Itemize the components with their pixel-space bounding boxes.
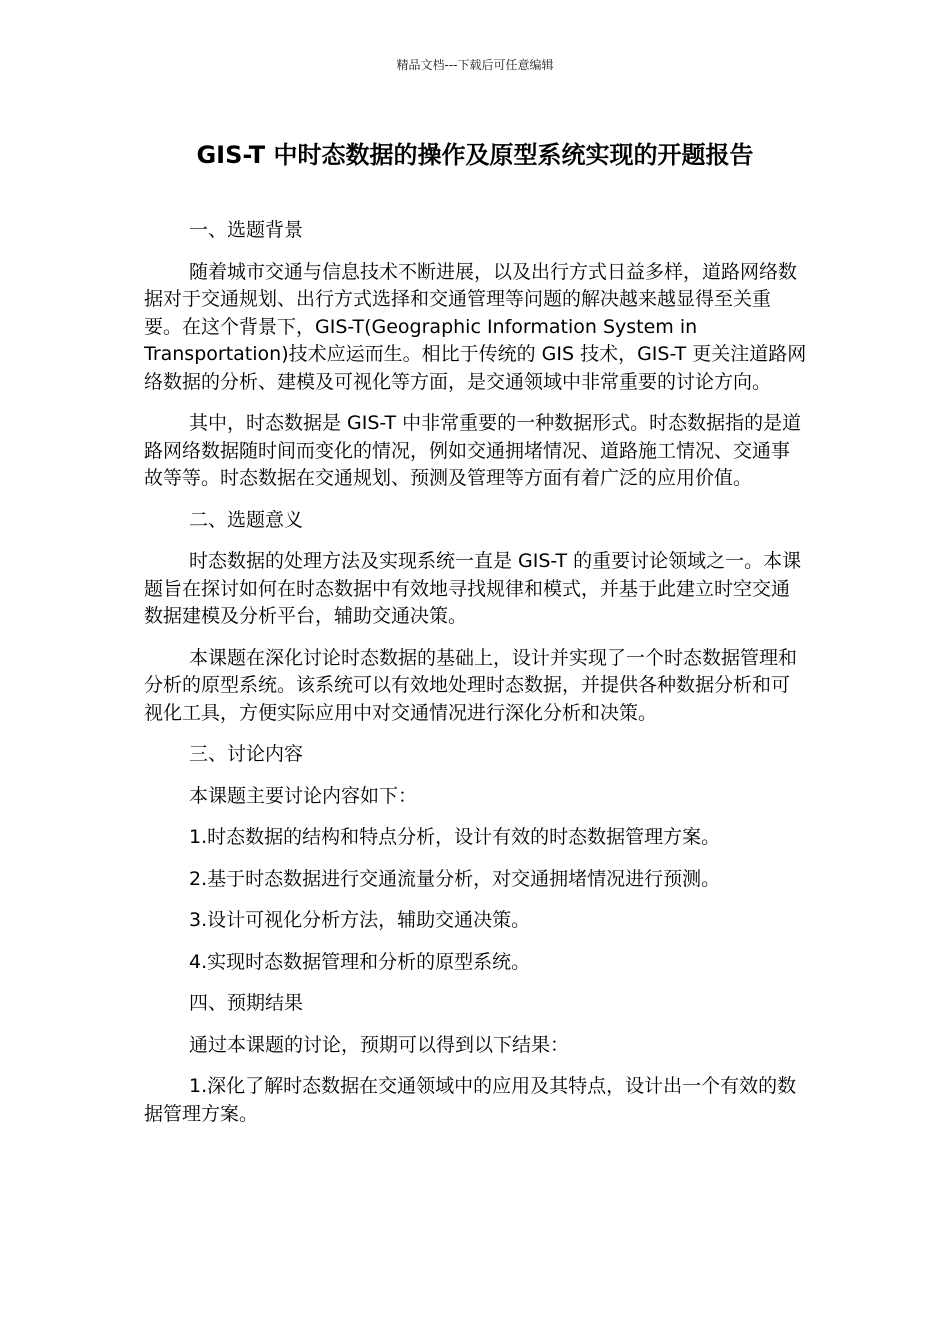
page-header-watermark: 精品文档---下载后可任意编辑 xyxy=(396,58,554,72)
list-item-research-2: 2.基于时态数据进行交通流量分析，对交通拥堵情况进行预测。 xyxy=(189,867,721,890)
paragraph-research-intro: 本课题主要讨论内容如下： xyxy=(189,784,418,807)
section-heading-research-content: 三、讨论内容 xyxy=(189,743,304,765)
paragraph-results-intro: 通过本课题的讨论，预期可以得到以下结果： xyxy=(189,1033,570,1056)
list-item-research-3: 3.设计可视化分析方法，辅助交通决策。 xyxy=(189,909,531,931)
paragraph-background-2: 其中，时态数据是 GIS-T 中非常重要的一种数据形式。时态数据指的是道路网络数据随时间而变化的情况，例如交通拥堵情况、道路施工情况、交通事故等等。时态数据在交通规划、预测及管理等方面有着广泛的应用价值。 xyxy=(144,412,802,489)
paragraph-background-1: 随着城市交通与信息技术不断进展，以及出行方式日益多样，道路网络数据对于交通规划、出行方式选择和交通管理等问题的解决越来越显得至关重要。在这个背景下，GIS-T(Geographic Information System in Transportation)技术应运而生。相比于传统的 GIS 技术，GIS-T 更关注道路网络数据的分析、建模及可视化等方面，是交通领域中非常重要的讨论方向。 xyxy=(144,260,807,393)
document-body xyxy=(144,217,808,1142)
section-heading-expected-results: 四、预期结果 xyxy=(189,992,304,1014)
list-item-results-1: 1.深化了解时态数据在交通领域中的应用及其特点，设计出一个有效的数据管理方案。 xyxy=(144,1075,797,1125)
paragraph-significance-2: 本课题在深化讨论时态数据的基础上，设计并实现了一个时态数据管理和分析的原型系统。该系统可以有效地处理时态数据，并提供各种数据分析和可视化工具，方便实际应用中对交通情况进行深化分析和决策。 xyxy=(144,646,798,724)
section-heading-significance: 二、选题意义 xyxy=(189,508,304,531)
list-item-research-4: 4.实现时态数据管理和分析的原型系统。 xyxy=(189,950,531,973)
section-heading-background: 一、选题背景 xyxy=(189,219,304,241)
paragraph-significance-1: 时态数据的处理方法及实现系统一直是 GIS-T 的重要讨论领域之一。本课题旨在探讨如何在时态数据中有效地寻找规律和模式，并基于此建立时空交通数据建模及分析平台，辅助交通决策。 xyxy=(144,550,802,627)
document-title: GIS-T 中时态数据的操作及原型系统实现的开题报告 xyxy=(196,141,754,169)
list-item-research-1: 1.时态数据的结构和特点分析，设计有效的时态数据管理方案。 xyxy=(189,826,721,848)
